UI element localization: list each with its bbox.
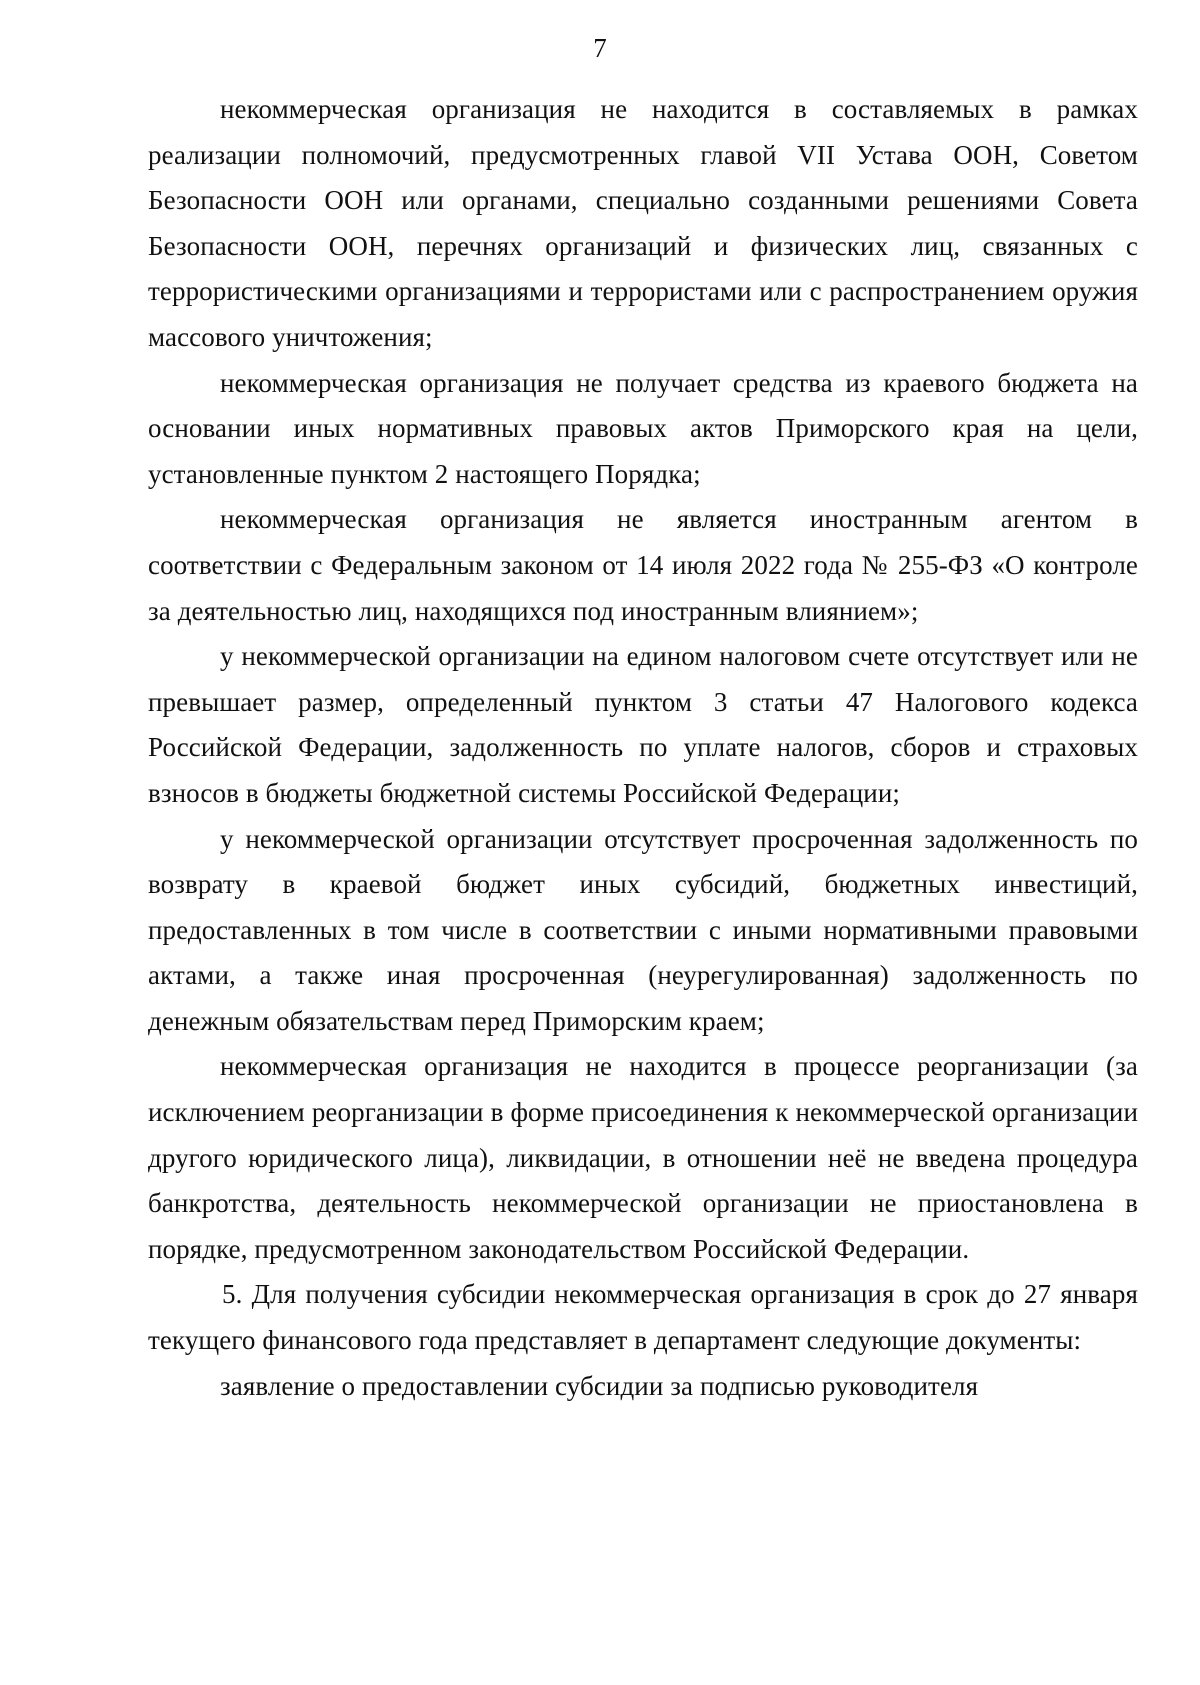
paragraph-un-sanctions-lists: некоммерческая организация не находится в составляемых в рамках реализации полномочий, предусмотренных главой VII Устава ООН, Советом Безопасности ООН или органами, специально созданными решениями Совета Безопасности ООН, перечнях организаций и физических лиц, связанных с террористическими организациями и террористами или с распространением оружия массового уничтожения; bbox=[148, 94, 1138, 352]
paragraph-reorganization: некоммерческая организация не находится в процессе реорганизации (за исключением реорганизации в форме присоединения к некоммерческой организации другого юридического лица), ликвидации, в отношении неё не введена процедура банкротства, деятельность некоммерческой организации не приостановлена в порядке, предусмотренном законодательством Российской Федерации. bbox=[148, 1051, 1138, 1264]
page-number: 7 bbox=[593, 33, 607, 63]
paragraph-overdue-debt: у некоммерческой организации отсутствует просроченная задолженность по возврату в краевой бюджет иных субсидий, бюджетных инвестиций, предоставленных в том числе в соответствии с иными нормативными правовыми актами, а также иная просроченная (неурегулированная) задолженность по денежным обязательствам перед Приморским краем; bbox=[148, 823, 1138, 1036]
paragraph-section-5: 5. Для получения субсидии некоммерческая организация в срок до 27 января текущего финансового года представляет в департамент следующие документы: bbox=[148, 1279, 1138, 1356]
paragraph-not-foreign-agent: некоммерческая организация не является иностранным агентом в соответствии с Федеральным законом от 14 июля 2022 года № 255-ФЗ «О контроле за деятельностью лиц, находящихся под иностранным влиянием»; bbox=[148, 504, 1138, 626]
paragraph-application: заявление о предоставлении субсидии за подписью руководителя bbox=[220, 1370, 979, 1401]
paragraph-tax-debt: у некоммерческой организации на едином налоговом счете отсутствует или не превышает размер, определенный пунктом 3 статьи 47 Налогового кодекса Российской Федерации, задолженность по уплате налогов, сборов и страховых взносов в бюджеты бюджетной системы Российской Федерации; bbox=[148, 641, 1138, 808]
paragraph-no-regional-budget-funds: некоммерческая организация не получает средства из краевого бюджета на основании иных нормативных правовых актов Приморского края на цели, установленные пунктом 2 настоящего Порядка; bbox=[148, 367, 1138, 489]
document-body bbox=[148, 87, 1138, 1409]
